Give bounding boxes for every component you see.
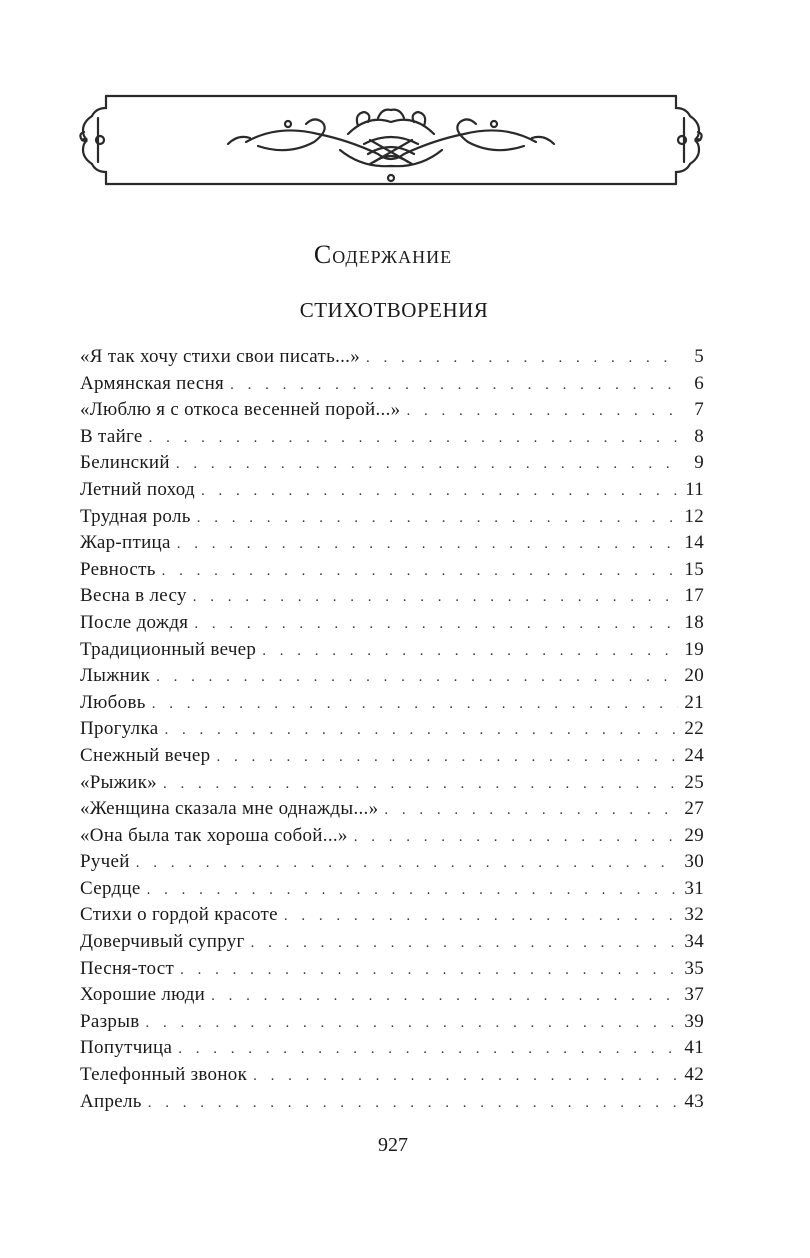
toc-entry[interactable]: [80, 1009, 704, 1036]
toc-entry-title: «Женщина сказала мне однажды...»: [80, 798, 379, 820]
toc-entry[interactable]: [80, 690, 704, 717]
toc-entry-title: «Рыжик»: [80, 771, 157, 793]
toc-entry-page: 24: [684, 744, 704, 766]
toc-entry-title: Телефонный звонок: [80, 1064, 248, 1086]
dot-leader: [176, 451, 678, 478]
toc-entry-title: Доверчивый супруг: [80, 931, 245, 953]
toc-entry-page: 12: [684, 505, 704, 527]
toc-entry-page: 42: [684, 1064, 704, 1086]
toc-entry-title: Попутчица: [80, 1037, 173, 1059]
toc-entry-title: Трудная роль: [80, 505, 191, 527]
toc-entry-page: 30: [684, 851, 704, 873]
dot-leader: [384, 797, 678, 824]
toc-entry-page: 32: [684, 904, 704, 926]
toc-entry-page: 25: [684, 771, 704, 793]
dot-leader: [162, 558, 678, 585]
toc-entry-title: Ручей: [80, 851, 130, 873]
toc-entry-page: 7: [694, 399, 704, 421]
dot-leader: [193, 584, 678, 611]
toc-entry[interactable]: [80, 1089, 704, 1116]
toc-entry-page: 18: [684, 611, 704, 633]
toc-entry-page: 19: [684, 638, 704, 660]
dot-leader: [146, 1010, 678, 1037]
toc-entry[interactable]: [80, 583, 704, 610]
dot-leader: [251, 930, 678, 957]
page-title: Содержание: [313, 240, 453, 269]
toc-entry[interactable]: [80, 849, 704, 876]
dot-leader: [194, 611, 678, 638]
section-heading: СТИХОТВОРЕНИЯ: [299, 298, 489, 322]
toc-entry-page: 31: [684, 877, 704, 899]
dot-leader: [152, 691, 678, 718]
dot-leader: [262, 638, 678, 665]
toc-entry-title: Белинский: [80, 452, 170, 474]
toc-entry[interactable]: [80, 344, 704, 371]
dot-leader: [147, 877, 678, 904]
dot-leader: [178, 1036, 678, 1063]
dot-leader: [253, 1063, 678, 1090]
dot-leader: [164, 717, 678, 744]
dot-leader: [149, 425, 678, 452]
dot-leader: [211, 983, 678, 1010]
dot-leader: [197, 505, 678, 532]
toc-entry[interactable]: [80, 982, 704, 1009]
toc-entry-title: Снежный вечер: [80, 744, 211, 766]
toc-entry[interactable]: [80, 876, 704, 903]
dot-leader: [284, 903, 678, 930]
toc-entry[interactable]: [80, 397, 704, 424]
toc-entry[interactable]: [80, 504, 704, 531]
toc-entry-page: 15: [684, 558, 704, 580]
toc-entry[interactable]: [80, 770, 704, 797]
toc-entry-page: 5: [694, 346, 704, 367]
dot-leader: [216, 744, 678, 771]
toc-entry-page: 11: [685, 478, 704, 500]
toc-entry-title: После дождя: [80, 611, 189, 633]
toc-entry-title: Стихи о гордой красоте: [80, 904, 278, 926]
toc-entry[interactable]: [80, 1035, 704, 1062]
toc-entry-title: Жар-птица: [80, 532, 171, 554]
toc-entry[interactable]: [80, 610, 704, 637]
toc-entry[interactable]: [80, 637, 704, 664]
page-number: 927: [378, 1134, 408, 1156]
toc-entry-page: 35: [684, 957, 704, 979]
toc-entry-page: 34: [684, 931, 704, 953]
table-of-contents: [80, 344, 704, 1115]
dot-leader: [156, 664, 678, 691]
toc-entry-title: Традиционный вечер: [80, 638, 257, 660]
toc-entry-page: 17: [684, 585, 704, 607]
toc-entry-title: «Я так хочу стихи свои писать...»: [80, 346, 361, 367]
dot-leader: [163, 771, 678, 798]
toc-entry[interactable]: [80, 530, 704, 557]
dot-leader: [354, 824, 678, 851]
toc-entry-page: 41: [684, 1037, 704, 1059]
toc-entry[interactable]: [80, 424, 704, 451]
toc-entry-title: Сердце: [80, 877, 141, 899]
toc-entry[interactable]: [80, 956, 704, 983]
toc-entry-title: Ревность: [80, 558, 156, 580]
toc-entry[interactable]: [80, 477, 704, 504]
toc-entry[interactable]: [80, 557, 704, 584]
dot-leader: [148, 1090, 678, 1117]
toc-entry-page: 37: [684, 984, 704, 1006]
dot-leader: [180, 957, 678, 984]
toc-entry-page: 43: [684, 1090, 704, 1112]
toc-entry-page: 27: [684, 798, 704, 820]
toc-entry-title: Летний поход: [80, 478, 195, 500]
toc-entry-page: 21: [684, 691, 704, 713]
toc-entry-page: 9: [694, 452, 704, 474]
dot-leader: [177, 531, 678, 558]
toc-entry-title: Прогулка: [80, 718, 159, 740]
toc-entry-page: 39: [684, 1010, 704, 1032]
toc-entry[interactable]: [80, 716, 704, 743]
dot-leader: [366, 345, 678, 372]
toc-entry-title: Армянская песня: [80, 372, 225, 394]
toc-entry-title: «Она была так хороша собой...»: [80, 824, 348, 846]
dot-leader: [230, 372, 678, 399]
toc-entry-page: 22: [684, 718, 704, 740]
toc-entry-title: Хорошие люди: [80, 984, 206, 1006]
toc-entry-title: Песня-тост: [80, 957, 175, 979]
toc-entry[interactable]: [80, 450, 704, 477]
dot-leader: [201, 478, 678, 505]
toc-entry-title: В тайге: [80, 425, 143, 447]
toc-entry-page: 6: [694, 372, 704, 394]
toc-entry-title: Весна в лесу: [80, 585, 187, 607]
toc-entry-title: Апрель: [80, 1090, 142, 1112]
toc-entry[interactable]: [80, 929, 704, 956]
toc-entry[interactable]: [80, 823, 704, 850]
toc-entry[interactable]: [80, 1062, 704, 1089]
toc-entry-title: Любовь: [80, 691, 146, 713]
dot-leader: [136, 850, 678, 877]
toc-entry-title: «Люблю я с откоса весенней порой...»: [80, 399, 401, 421]
toc-entry-page: 14: [684, 532, 704, 554]
toc-entry-page: 29: [684, 824, 704, 846]
toc-entry-title: Лыжник: [80, 665, 151, 687]
decorative-ornament-icon: [78, 94, 704, 186]
toc-entry-page: 20: [684, 665, 704, 687]
toc-entry[interactable]: [80, 743, 704, 770]
toc-entry[interactable]: [80, 371, 704, 398]
toc-entry-page: 8: [694, 425, 704, 447]
toc-entry-title: Разрыв: [80, 1010, 140, 1032]
toc-entry[interactable]: [80, 663, 704, 690]
toc-entry[interactable]: [80, 902, 704, 929]
dot-leader: [406, 398, 678, 425]
toc-entry[interactable]: [80, 796, 704, 823]
